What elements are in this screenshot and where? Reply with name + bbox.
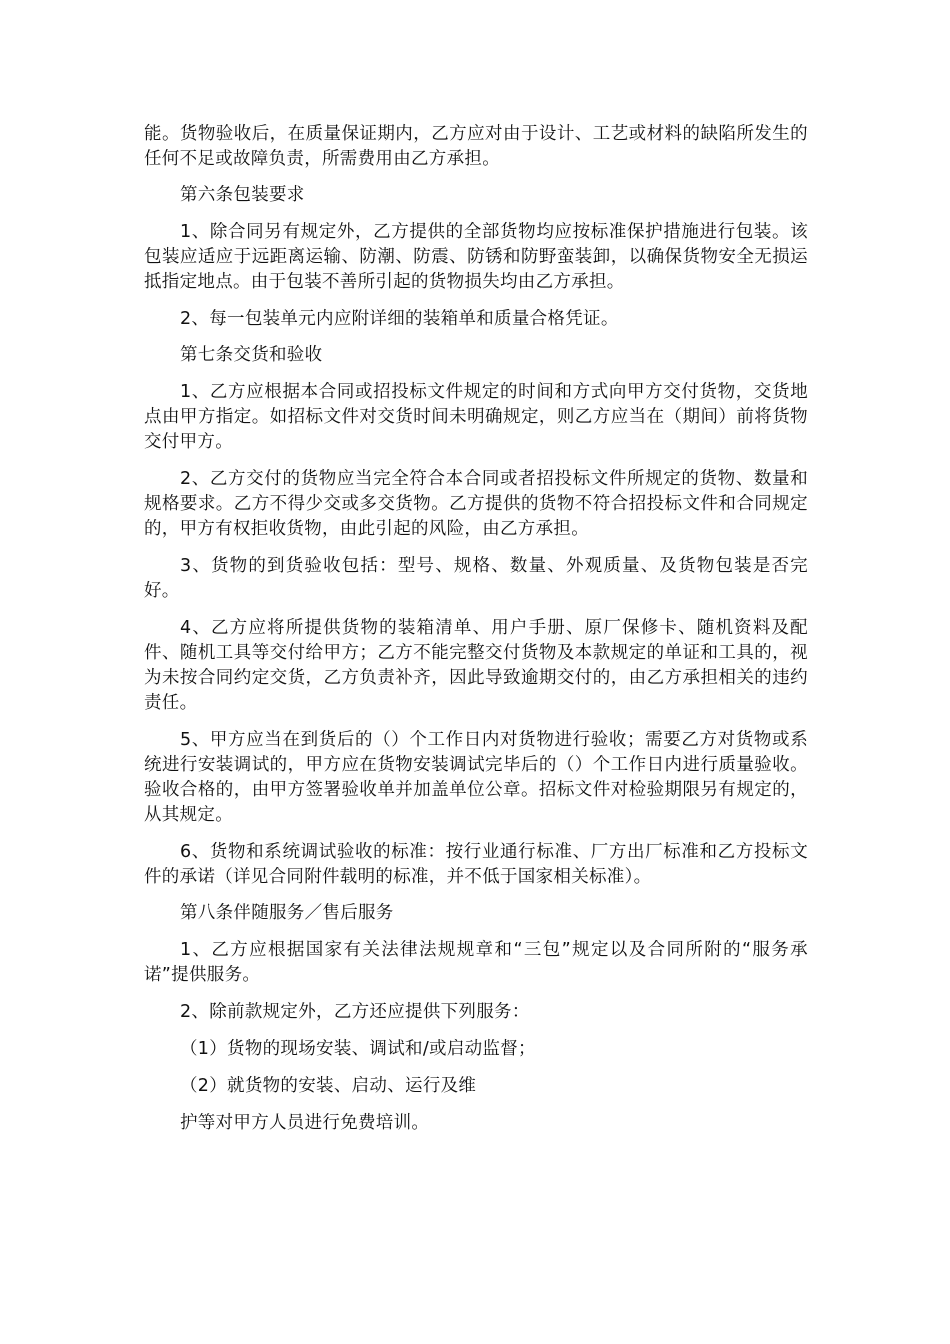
paragraph-7-3: 3、货物的到货验收包括：型号、规格、数量、外观质量、及货物包装是否完好。	[144, 556, 808, 601]
paragraph-6-1: 1、除合同另有规定外，乙方提供的全部货物均应按标准保护措施进行包装。该包装应适应于远距离运输、防潮、防震、防锈和防野蛮装卸，以确保货物安全无损运抵指定地点。由于包装不善所引起的货物损失均由乙方承担。	[144, 222, 808, 292]
paragraph-7-2: 2、乙方交付的货物应当完全符合本合同或者招投标文件所规定的货物、数量和规格要求。乙方不得少交或多交货物。乙方提供的货物不符合招投标文件和合同规定的，甲方有权拒收货物，由此引起的风险，由乙方承担。	[144, 469, 808, 539]
section-heading-article-8: 第八条伴随服务／售后服务	[180, 903, 394, 923]
paragraph-7-4: 4、乙方应将所提供货物的装箱清单、用户手册、原厂保修卡、随机资料及配件、随机工具等交付给甲方；乙方不能完整交付货物及本款规定的单证和工具的，视为未按合同约定交货，乙方负责补齐，因此导致逾期交付的，由乙方承担相关的违约责任。	[144, 618, 808, 713]
document-body	[144, 122, 808, 1136]
paragraph-6-2: 2、每一包装单元内应附详细的装箱单和质量合格凭证。	[180, 309, 619, 329]
list-item-8-2-1: （1）货物的现场安装、调试和/或启动监督；	[180, 1039, 536, 1059]
paragraph-8-2: 2、除前款规定外，乙方还应提供下列服务：	[180, 1002, 530, 1022]
section-heading-article-7: 第七条交货和验收	[180, 345, 323, 365]
paragraph-8-1: 1、乙方应根据国家有关法律法规规章和“三包”规定以及合同所附的“服务承诺”提供服务。	[144, 940, 808, 985]
paragraph-8-training: 护等对甲方人员进行免费培训。	[180, 1113, 430, 1133]
paragraph-7-5: 5、甲方应当在到货后的（）个工作日内对货物进行验收；需要乙方对货物或系统进行安装调试的，甲方应在货物安装调试完毕后的（）个工作日内进行质量验收。验收合格的，由甲方签署验收单并加盖单位公章。招标文件对检验期限另有规定的，从其规定。	[144, 730, 808, 825]
paragraph-7-6: 6、货物和系统调试验收的标准：按行业通行标准、厂方出厂标准和乙方投标文件的承诺（详见合同附件载明的标准，并不低于国家相关标准）。	[144, 842, 808, 887]
paragraph-7-1: 1、乙方应根据本合同或招投标文件规定的时间和方式向甲方交付货物，交货地点由甲方指定。如招标文件对交货时间未明确规定，则乙方应当在（期间）前将货物交付甲方。	[144, 382, 808, 452]
section-heading-article-6: 第六条包装要求	[180, 185, 305, 205]
paragraph-warranty-continued: 能。货物验收后，在质量保证期内，乙方应对由于设计、工艺或材料的缺陷所发生的任何不足或故障负责，所需费用由乙方承担。	[144, 124, 808, 169]
list-item-8-2-2: （2）就货物的安装、启动、运行及维	[180, 1076, 477, 1096]
